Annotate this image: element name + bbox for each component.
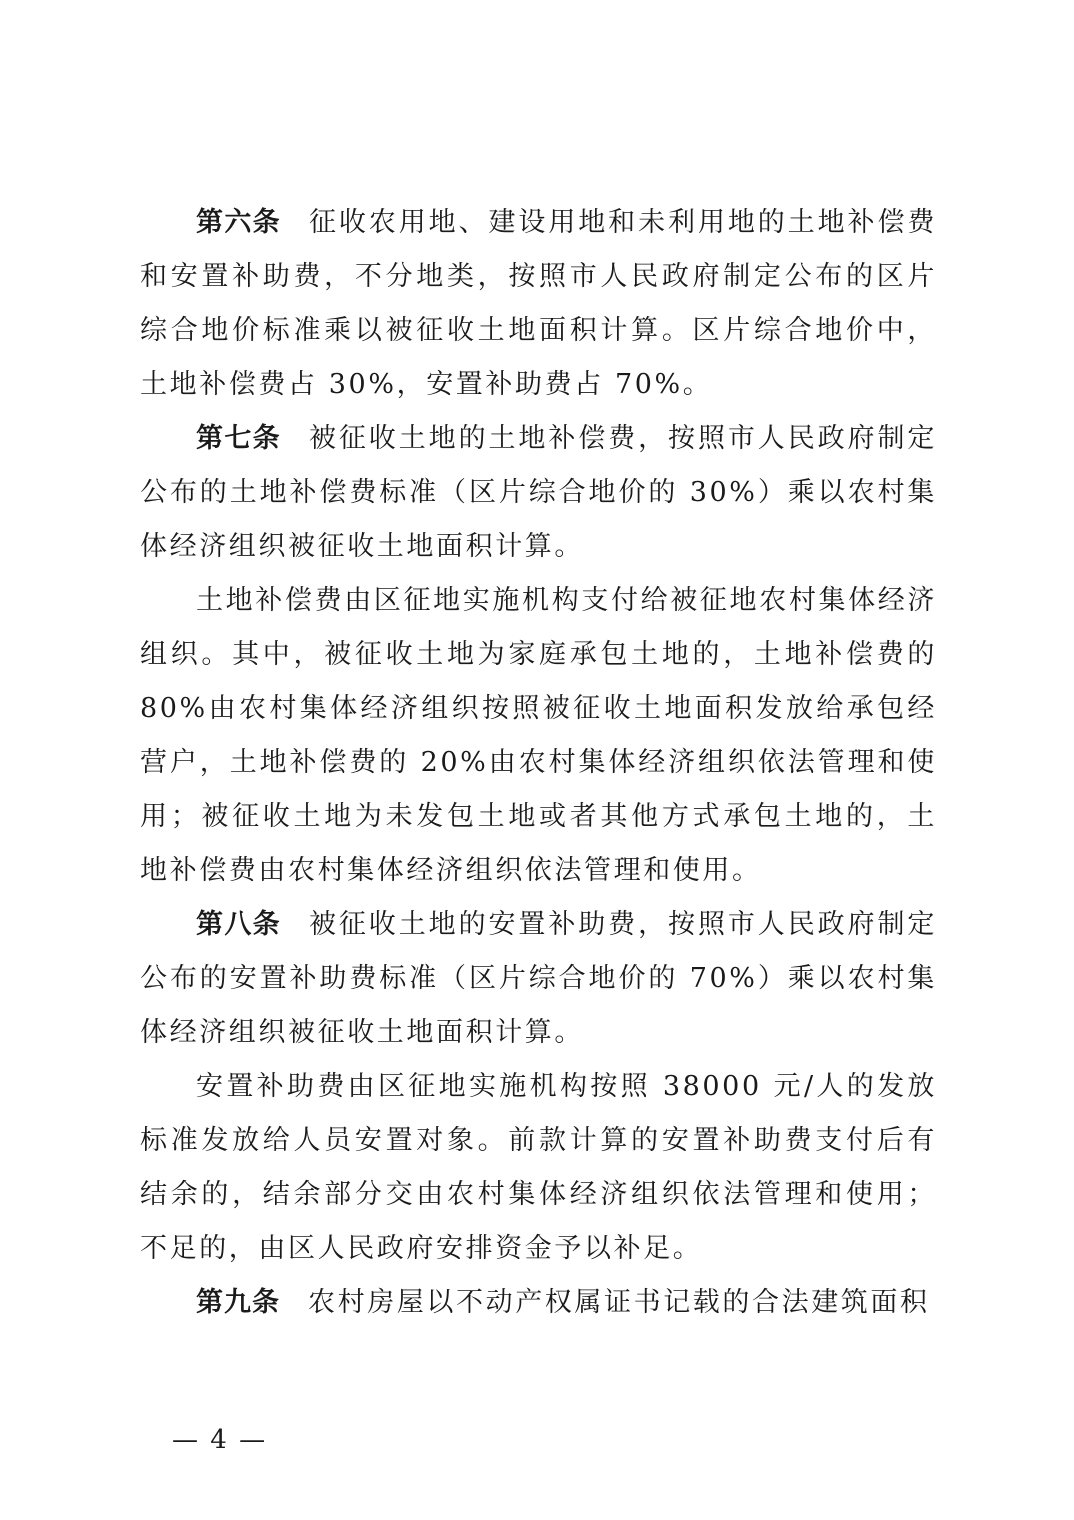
- paragraph-text: 被征收土地的安置补助费，按照市人民政府制定公布的安置补助费标准（区片综合地价的 70%）乘以农村集体经济组织被征收土地面积计算。: [140, 909, 937, 1048]
- article-number: 第六条: [196, 207, 281, 238]
- paragraph-article-7-cont: [140, 574, 937, 898]
- paragraph-text: 征收农用地、建设用地和未利用地的土地补偿费和安置补助费，不分地类，按照市人民政府制定公布的区片综合地价标准乘以被征收土地面积计算。区片综合地价中，土地补偿费占 30%，安置补助费占 70%。: [140, 207, 937, 400]
- paragraph-text: 土地补偿费由区征地实施机构支付给被征地农村集体经济组织。其中，被征收土地为家庭承包土地的，土地补偿费的 80%由农村集体经济组织按照被征收土地面积发放给承包经营户，土地补偿费的 20%由农村集体经济组织依法管理和使用；被征收土地为未发包土地或者其他方式承包土地的，土地补偿费由农村集体经济组织依法管理和使用。: [140, 585, 937, 886]
- paragraph-article-7: [140, 412, 937, 574]
- article-number: 第八条: [196, 909, 281, 940]
- article-number: 第七条: [196, 423, 281, 454]
- article-number: 第九条: [196, 1287, 280, 1318]
- paragraph-text: 安置补助费由区征地实施机构按照 38000 元/人的发放标准发放给人员安置对象。前款计算的安置补助费支付后有结余的，结余部分交由农村集体经济组织依法管理和使用；不足的，由区人民政府安排资金予以补足。: [140, 1071, 937, 1264]
- paragraph-article-9: [140, 1276, 937, 1330]
- paragraph-text: 农村房屋以不动产权属证书记载的合法建筑面积: [308, 1287, 930, 1318]
- page-number: — 4 —: [172, 1425, 268, 1455]
- paragraph-article-8: [140, 898, 937, 1060]
- paragraph-article-8-cont: [140, 1060, 937, 1276]
- document-body: [140, 196, 937, 1330]
- paragraph-text: 被征收土地的土地补偿费，按照市人民政府制定公布的土地补偿费标准（区片综合地价的 30%）乘以农村集体经济组织被征收土地面积计算。: [140, 423, 937, 562]
- paragraph-article-6: [140, 196, 937, 412]
